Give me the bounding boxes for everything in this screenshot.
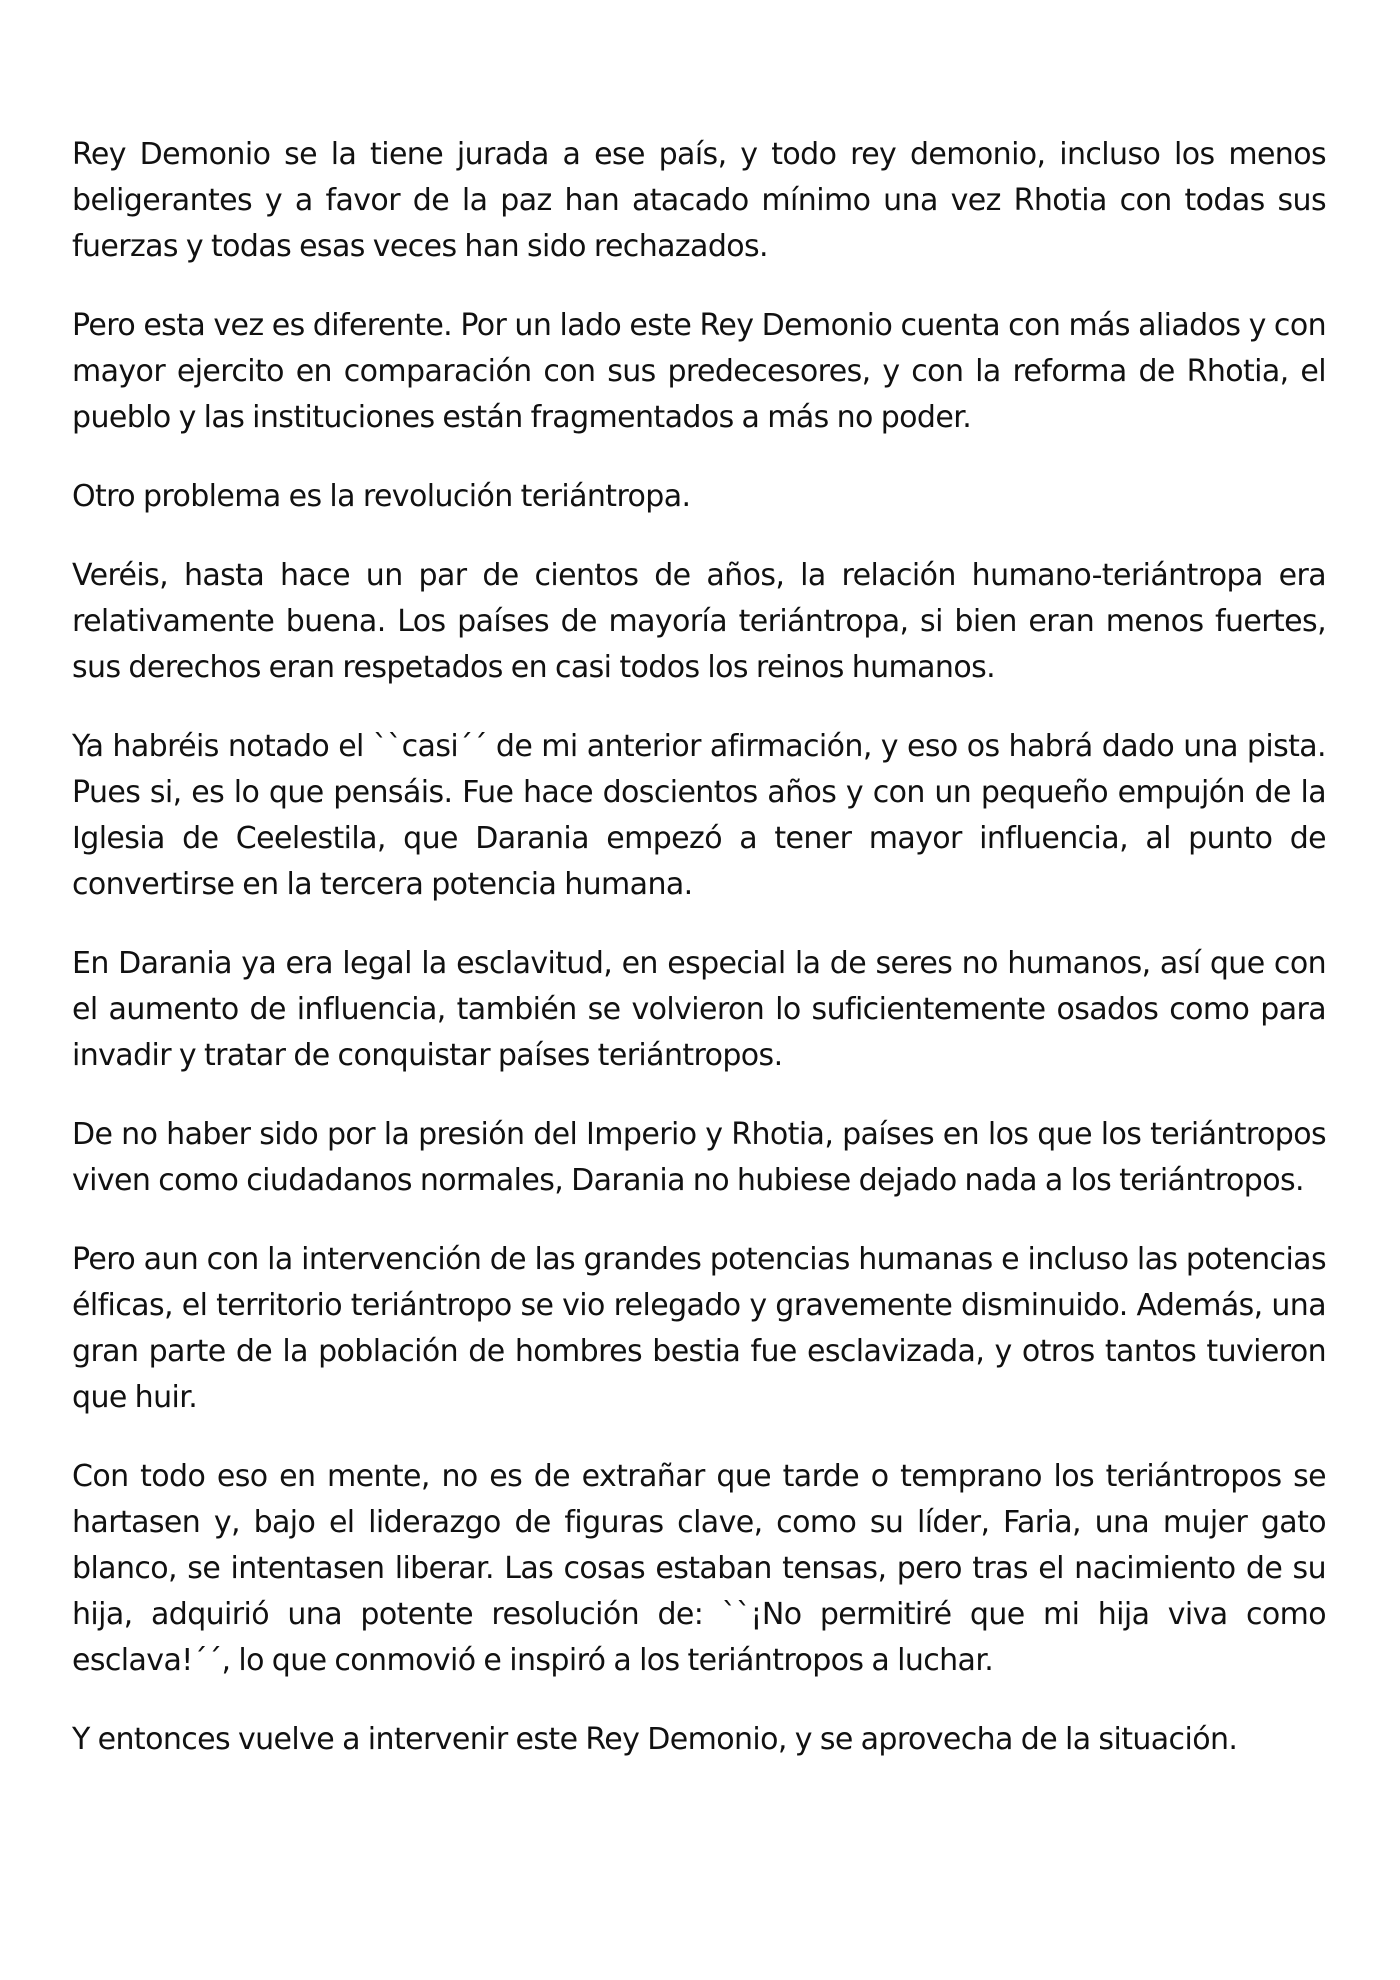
- paragraph: Y entonces vuelve a intervenir este Rey Demonio, y se aprovecha de la situación.: [72, 1722, 1238, 1757]
- paragraph: Veréis, hasta hace un par de cientos de años, la relación humano-teriántropa era relativamente buena. Los países de mayoría teriántropa, si bien eran menos fuertes, sus derechos eran respetados en casi todos los reinos humanos.: [72, 558, 1326, 685]
- paragraph: Rey Demonio se la tiene jurada a ese país, y todo rey demonio, incluso los menos beligerantes y a favor de la paz han atacado mínimo una vez Rhotia con todas sus fuerzas y todas esas veces han sido rechazados.: [72, 137, 1326, 264]
- paragraph: Con todo eso en mente, no es de extrañar que tarde o temprano los teriántropos se hartasen y, bajo el liderazgo de figuras clave, como su líder, Faria, una mujer gato blanco, se intentasen liberar. Las cosas estaban tensas, pero tras el nacimiento de su hija, adquirió una potente resolución de: ``¡No permitiré que mi hija viva como esclava!´´, lo que conmovió e inspiró a los teriántropos a luchar.: [72, 1459, 1326, 1678]
- paragraph: Pero esta vez es diferente. Por un lado este Rey Demonio cuenta con más aliados y con mayor ejercito en comparación con sus predecesores, y con la reforma de Rhotia, el pueblo y las instituciones están fragmentados a más no poder.: [72, 308, 1326, 435]
- paragraph: Otro problema es la revolución teriántropa.: [72, 479, 691, 514]
- paragraph: Ya habréis notado el ``casi´´ de mi anterior afirmación, y eso os habrá dado una pista. Pues si, es lo que pensáis. Fue hace doscientos años y con un pequeño empujón de la Iglesia de Ceelestila, que Darania empezó a tener mayor influencia, al punto de convertirse en la tercera potencia humana.: [72, 729, 1326, 902]
- document-body: [72, 132, 1326, 1763]
- paragraph: En Darania ya era legal la esclavitud, en especial la de seres no humanos, así que con el aumento de influencia, también se volvieron lo suficientemente osados como para invadir y tratar de conquistar países teriántropos.: [72, 946, 1326, 1073]
- paragraph: De no haber sido por la presión del Imperio y Rhotia, países en los que los teriántropos viven como ciudadanos normales, Darania no hubiese dejado nada a los teriántropos.: [72, 1117, 1326, 1198]
- paragraph: Pero aun con la intervención de las grandes potencias humanas e incluso las potencias élficas, el territorio teriántropo se vio relegado y gravemente disminuido. Además, una gran parte de la población de hombres bestia fue esclavizada, y otros tantos tuvieron que huir.: [72, 1242, 1326, 1415]
